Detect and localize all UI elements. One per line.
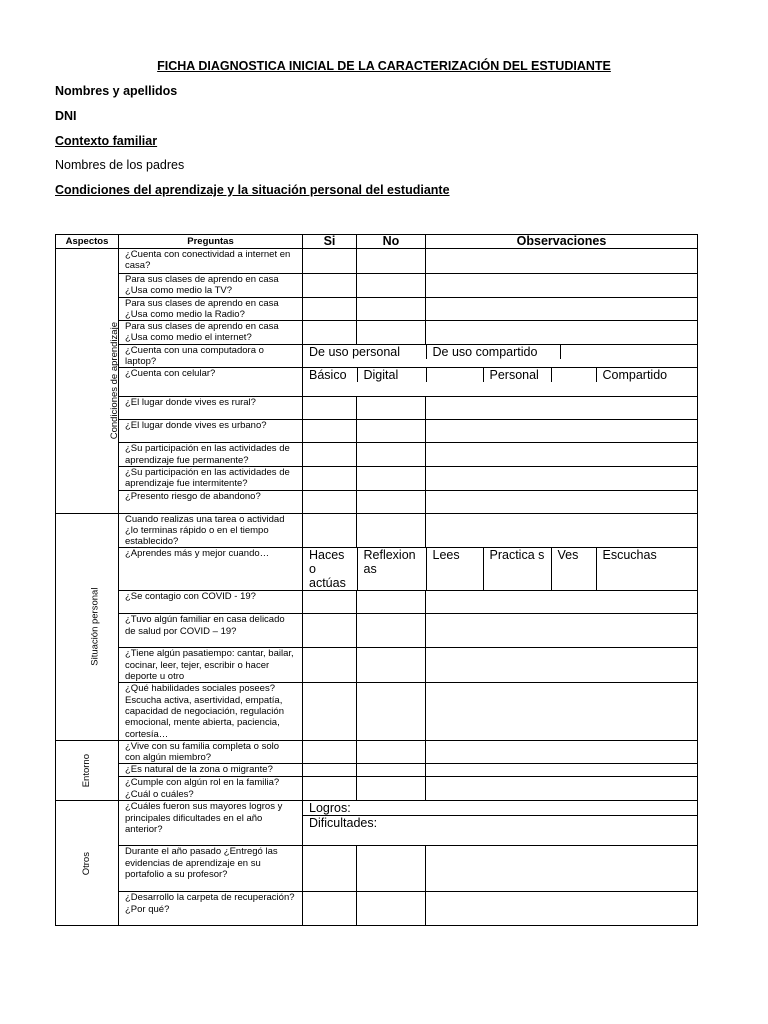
si-cell[interactable]: [303, 321, 357, 345]
dificultades-field[interactable]: Dificultades:: [303, 816, 698, 846]
table-row: [56, 397, 698, 420]
question-cell: ¿Cuenta con celular?: [119, 368, 303, 397]
table-row: [56, 297, 698, 321]
question-cell: ¿El lugar donde vives es rural?: [119, 397, 303, 420]
col-no: No: [357, 235, 426, 249]
observaciones-cell[interactable]: [426, 614, 698, 648]
question-cell: ¿Su participación en las actividades de aprendizaje fue intermitente?: [119, 466, 303, 490]
no-cell[interactable]: [357, 397, 426, 420]
table-row: [56, 443, 698, 467]
option-uso-personal[interactable]: De uso personal: [309, 344, 401, 359]
table-row: [56, 801, 698, 816]
question-cell: ¿Es natural de la zona o migrante?: [119, 764, 303, 777]
question-cell: Durante el año pasado ¿Entregó las evidencias de aprendizaje en su portafolio a su profesor?: [119, 846, 303, 892]
si-cell[interactable]: [303, 591, 357, 614]
question-cell: ¿Se contagio con COVID - 19?: [119, 591, 303, 614]
table-row: [56, 490, 698, 513]
no-cell[interactable]: [357, 683, 426, 740]
question-cell: ¿Desarrollo la carpeta de recuperación? ¿Por qué?: [119, 892, 303, 926]
option-digital[interactable]: Digital: [357, 368, 426, 382]
observaciones-cell[interactable]: [426, 513, 698, 548]
option-uso-compartido[interactable]: De uso compartido: [426, 345, 560, 359]
question-cell: ¿Su participación en las actividades de aprendizaje fue permanente?: [119, 443, 303, 467]
question-cell: ¿Cuenta con conectividad a internet en casa?: [119, 249, 303, 274]
si-cell[interactable]: [303, 466, 357, 490]
diagnostic-table: [55, 234, 698, 926]
phone-options: [303, 368, 698, 397]
table-row: [56, 321, 698, 345]
si-cell[interactable]: [303, 892, 357, 926]
no-cell[interactable]: [357, 777, 426, 801]
col-preguntas: Preguntas: [119, 235, 303, 249]
table-row: [56, 513, 698, 548]
no-cell[interactable]: [357, 466, 426, 490]
observaciones-cell[interactable]: [426, 490, 698, 513]
observaciones-cell[interactable]: [426, 420, 698, 443]
question-cell: ¿Tiene algún pasatiempo: cantar, bailar, cocinar, leer, tejer, escribir o hacer deporte u otro: [119, 648, 303, 683]
no-cell[interactable]: [357, 274, 426, 298]
logros-field[interactable]: Logros:: [303, 801, 698, 816]
section-condiciones: Condiciones del aprendizaje y la situación personal del estudiante: [55, 183, 450, 197]
field-nombres-padres: Nombres de los padres: [55, 158, 185, 172]
option-blank[interactable]: [560, 345, 697, 359]
observaciones-cell[interactable]: [426, 777, 698, 801]
observaciones-cell[interactable]: [426, 764, 698, 777]
observaciones-cell[interactable]: [426, 683, 698, 740]
table-row: [56, 249, 698, 274]
group-otros: Otros: [56, 801, 119, 926]
option-personal[interactable]: Personal: [483, 368, 551, 382]
group-condiciones: Condiciones de aprendizaje: [56, 249, 119, 514]
question-cell: ¿Tuvo algún familiar en casa delicado de salud por COVID – 19?: [119, 614, 303, 648]
table-row: [56, 777, 698, 801]
learning-style-options: [303, 548, 698, 591]
table-row: [56, 892, 698, 926]
table-row: [56, 466, 698, 490]
no-cell[interactable]: [357, 892, 426, 926]
table-row: [56, 614, 698, 648]
si-cell[interactable]: [303, 274, 357, 298]
question-cell: Cuando realizas una tarea o actividad ¿lo terminas rápido o en el tiempo establecido?: [119, 513, 303, 548]
si-cell[interactable]: [303, 846, 357, 892]
no-cell[interactable]: [357, 614, 426, 648]
option-blank[interactable]: [551, 368, 596, 382]
table-row: [56, 274, 698, 298]
option-ves[interactable]: Ves: [551, 548, 596, 590]
option-compartido[interactable]: Compartido: [596, 368, 697, 382]
col-si: Si: [303, 235, 357, 249]
option-basico[interactable]: Básico: [309, 368, 347, 383]
col-observaciones: Observaciones: [426, 235, 698, 249]
group-entorno: Entorno: [56, 740, 119, 801]
si-cell[interactable]: [303, 648, 357, 683]
table-row: [56, 846, 698, 892]
form-title: FICHA DIAGNOSTICA INICIAL DE LA CARACTERIZACIÓN DEL ESTUDIANTE: [157, 59, 611, 73]
observaciones-cell[interactable]: [426, 321, 698, 345]
observaciones-cell[interactable]: [426, 892, 698, 926]
si-cell[interactable]: [303, 764, 357, 777]
option-lees[interactable]: Lees: [426, 548, 483, 590]
observaciones-cell[interactable]: [426, 397, 698, 420]
si-cell[interactable]: [303, 397, 357, 420]
option-haces[interactable]: Haces o actúas: [309, 548, 346, 591]
question-cell: ¿Cumple con algún rol en la familia? ¿Cuál o cuáles?: [119, 777, 303, 801]
table-row: [56, 548, 698, 591]
option-practicas[interactable]: Practica s: [483, 548, 551, 590]
no-cell[interactable]: [357, 443, 426, 467]
group-situacion-personal: Situación personal: [56, 513, 119, 740]
question-cell: ¿Qué habilidades sociales posees? Escucha activa, asertividad, empatía, capacidad de negociación, regulación emocional, mente abierta, paciencia, cortesía…: [119, 683, 303, 740]
observaciones-cell[interactable]: [426, 274, 698, 298]
computer-options: [303, 344, 698, 368]
table-row: [56, 591, 698, 614]
observaciones-cell[interactable]: [426, 591, 698, 614]
option-reflexionas[interactable]: Reflexion as: [357, 548, 426, 590]
field-dni: DNI: [55, 109, 77, 123]
section-contexto-familiar: Contexto familiar: [55, 134, 158, 148]
no-cell[interactable]: [357, 846, 426, 892]
question-cell: ¿Aprendes más y mejor cuando…: [119, 548, 303, 591]
table-row: [56, 740, 698, 764]
observaciones-cell[interactable]: [426, 297, 698, 321]
si-cell[interactable]: [303, 420, 357, 443]
table-row: [56, 420, 698, 443]
table-row: [56, 764, 698, 777]
si-cell[interactable]: [303, 683, 357, 740]
option-escuchas[interactable]: Escuchas: [596, 548, 697, 590]
si-cell[interactable]: [303, 297, 357, 321]
question-cell: ¿El lugar donde vives es urbano?: [119, 420, 303, 443]
si-cell[interactable]: [303, 490, 357, 513]
question-cell: ¿Vive con su familia completa o solo con algún miembro?: [119, 740, 303, 764]
observaciones-cell[interactable]: [426, 648, 698, 683]
question-cell: ¿Cuenta con una computadora o laptop?: [119, 344, 303, 368]
question-cell: ¿Cuáles fueron sus mayores logros y principales dificultades en el año anterior?: [119, 801, 303, 846]
question-cell: Para sus clases de aprendo en casa ¿Usa como medio el internet?: [119, 321, 303, 345]
no-cell[interactable]: [357, 764, 426, 777]
si-cell[interactable]: [303, 249, 357, 274]
no-cell[interactable]: [357, 249, 426, 274]
no-cell[interactable]: [357, 297, 426, 321]
table-header-row: [56, 235, 698, 249]
observaciones-cell[interactable]: [426, 846, 698, 892]
no-cell[interactable]: [357, 420, 426, 443]
table-row: [56, 648, 698, 683]
no-cell[interactable]: [357, 490, 426, 513]
question-cell: ¿Presento riesgo de abandono?: [119, 490, 303, 513]
table-row: [56, 683, 698, 740]
observaciones-cell[interactable]: [426, 249, 698, 274]
field-nombres: Nombres y apellidos: [55, 84, 178, 98]
no-cell[interactable]: [357, 648, 426, 683]
table-row: [56, 344, 698, 368]
no-cell[interactable]: [357, 513, 426, 548]
si-cell[interactable]: [303, 614, 357, 648]
no-cell[interactable]: [357, 740, 426, 764]
no-cell[interactable]: [357, 321, 426, 345]
question-cell: Para sus clases de aprendo en casa ¿Usa como medio la TV?: [119, 274, 303, 298]
observaciones-cell[interactable]: [426, 740, 698, 764]
table-row: [56, 368, 698, 397]
question-cell: Para sus clases de aprendo en casa ¿Usa como medio la Radio?: [119, 297, 303, 321]
no-cell[interactable]: [357, 591, 426, 614]
observaciones-cell[interactable]: [426, 443, 698, 467]
si-cell[interactable]: [303, 740, 357, 764]
col-aspectos: Aspectos: [56, 235, 119, 249]
si-cell[interactable]: [303, 513, 357, 548]
observaciones-cell[interactable]: [426, 466, 698, 490]
si-cell[interactable]: [303, 777, 357, 801]
si-cell[interactable]: [303, 443, 357, 467]
option-blank[interactable]: [426, 368, 483, 382]
